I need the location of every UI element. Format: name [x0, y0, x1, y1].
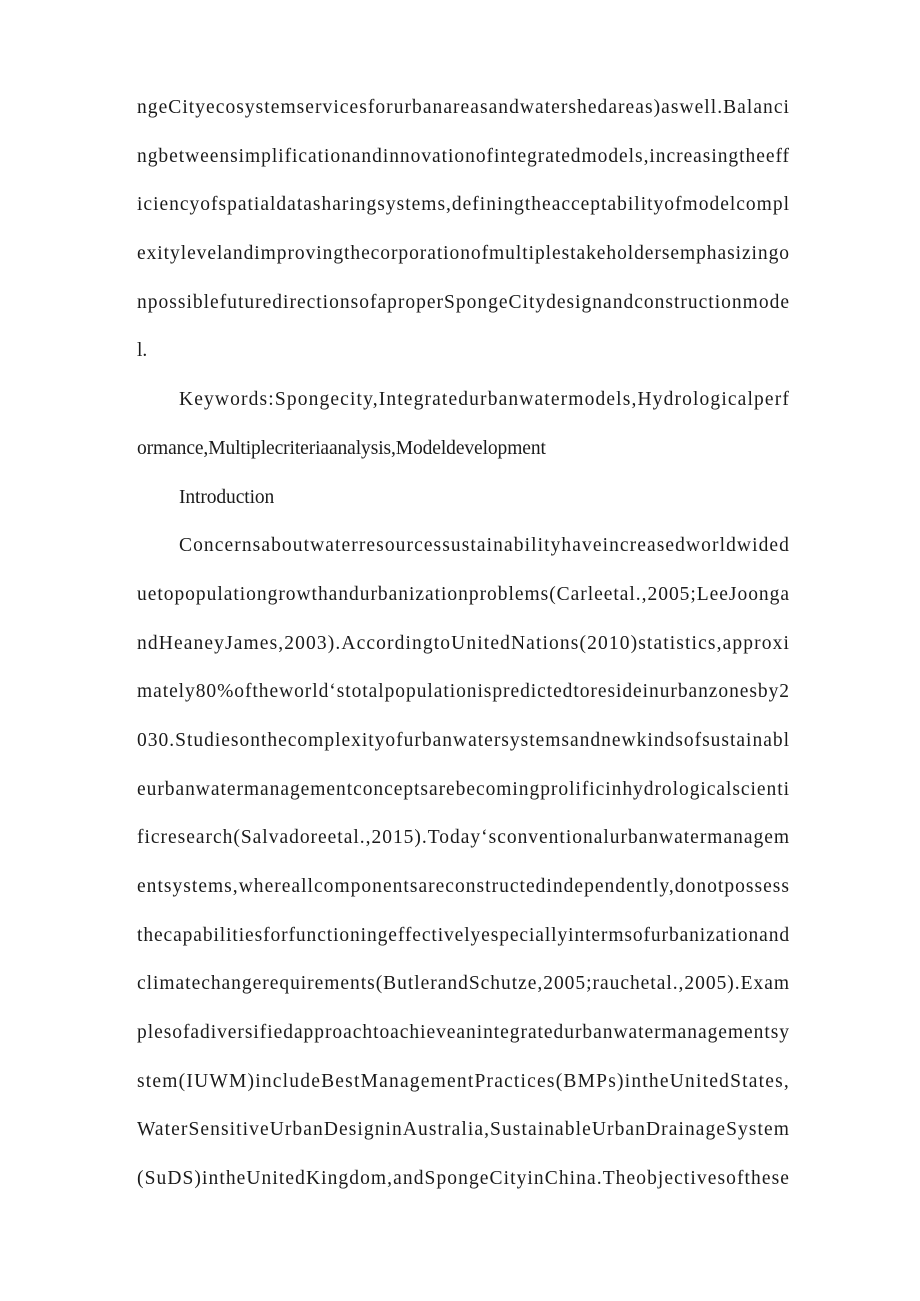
text-line: (SuDS)intheUnitedKingdom,andSpongeCityinChina.Theobjectivesofthese	[137, 1168, 790, 1190]
text-line: ficresearch(Salvadoreetal.,2015).Today‘sconventionalurbanwatermanagem	[137, 827, 790, 849]
text-line: entsystems,whereallcomponentsareconstructedindependently,donotpossess	[137, 876, 790, 897]
text-line: ndHeaneyJames,2003).AccordingtoUnitedNations(2010)statistics,approxi	[137, 632, 790, 654]
text-line: npossiblefuturedirectionsofaproperSpongeCitydesignandconstructionmode	[137, 291, 790, 313]
text-line: WaterSensitiveUrbanDesigninAustralia,SustainableUrbanDrainageSystem	[137, 1119, 790, 1141]
text-line: ngbetweensimplificationandinnovationofintegratedmodels,increasingtheeff	[137, 145, 790, 167]
text-line: ormance,Multiplecriteriaanalysis,Modeldevelopment	[137, 437, 546, 459]
text-line: thecapabilitiesforfunctioningeffectivelyespeciallyintermsofurbanizationand	[137, 924, 790, 946]
text-line: stem(IUWM)includeBestManagementPractices(BMPs)intheUnitedStates,	[137, 1070, 790, 1092]
text-line: l.	[137, 340, 148, 362]
text-line: climatechangerequirements(ButlerandSchutze,2005;rauchetal.,2005).Exam	[137, 973, 790, 995]
text-line: ngeCityecosystemservicesforurbanareasandwatershedareas)aswell.Balanci	[137, 97, 790, 118]
text-line: Keywords:Spongecity,Integratedurbanwatermodels,Hydrologicalperf	[179, 389, 790, 411]
text-line: 030.Studiesonthecomplexityofurbanwatersystemsandnewkindsofsustainabl	[137, 729, 790, 751]
text-line: exitylevelandimprovingthecorporationofmultiplestakeholdersemphasizingo	[137, 243, 790, 265]
text-line: Introduction	[179, 486, 275, 508]
body-text	[137, 84, 790, 1204]
text-line: uetopopulationgrowthandurbanizationproblems(Carleetal.,2005;LeeJoonga	[137, 583, 790, 605]
text-line: eurbanwatermanagementconceptsarebecomingprolificinhydrologicalscienti	[137, 778, 790, 800]
text-line: Concernsaboutwaterresourcessustainabilityhaveincreasedworldwided	[179, 535, 790, 557]
text-line: plesofadiversifiedapproachtoachieveanintegratedurbanwatermanagementsy	[137, 1022, 790, 1044]
text-line: mately80%oftheworld‘stotalpopulationispredictedtoresideinurbanzonesby2	[137, 681, 790, 703]
text-line: iciencyofspatialdatasharingsystems,definingtheacceptabilityofmodelcompl	[137, 194, 790, 216]
